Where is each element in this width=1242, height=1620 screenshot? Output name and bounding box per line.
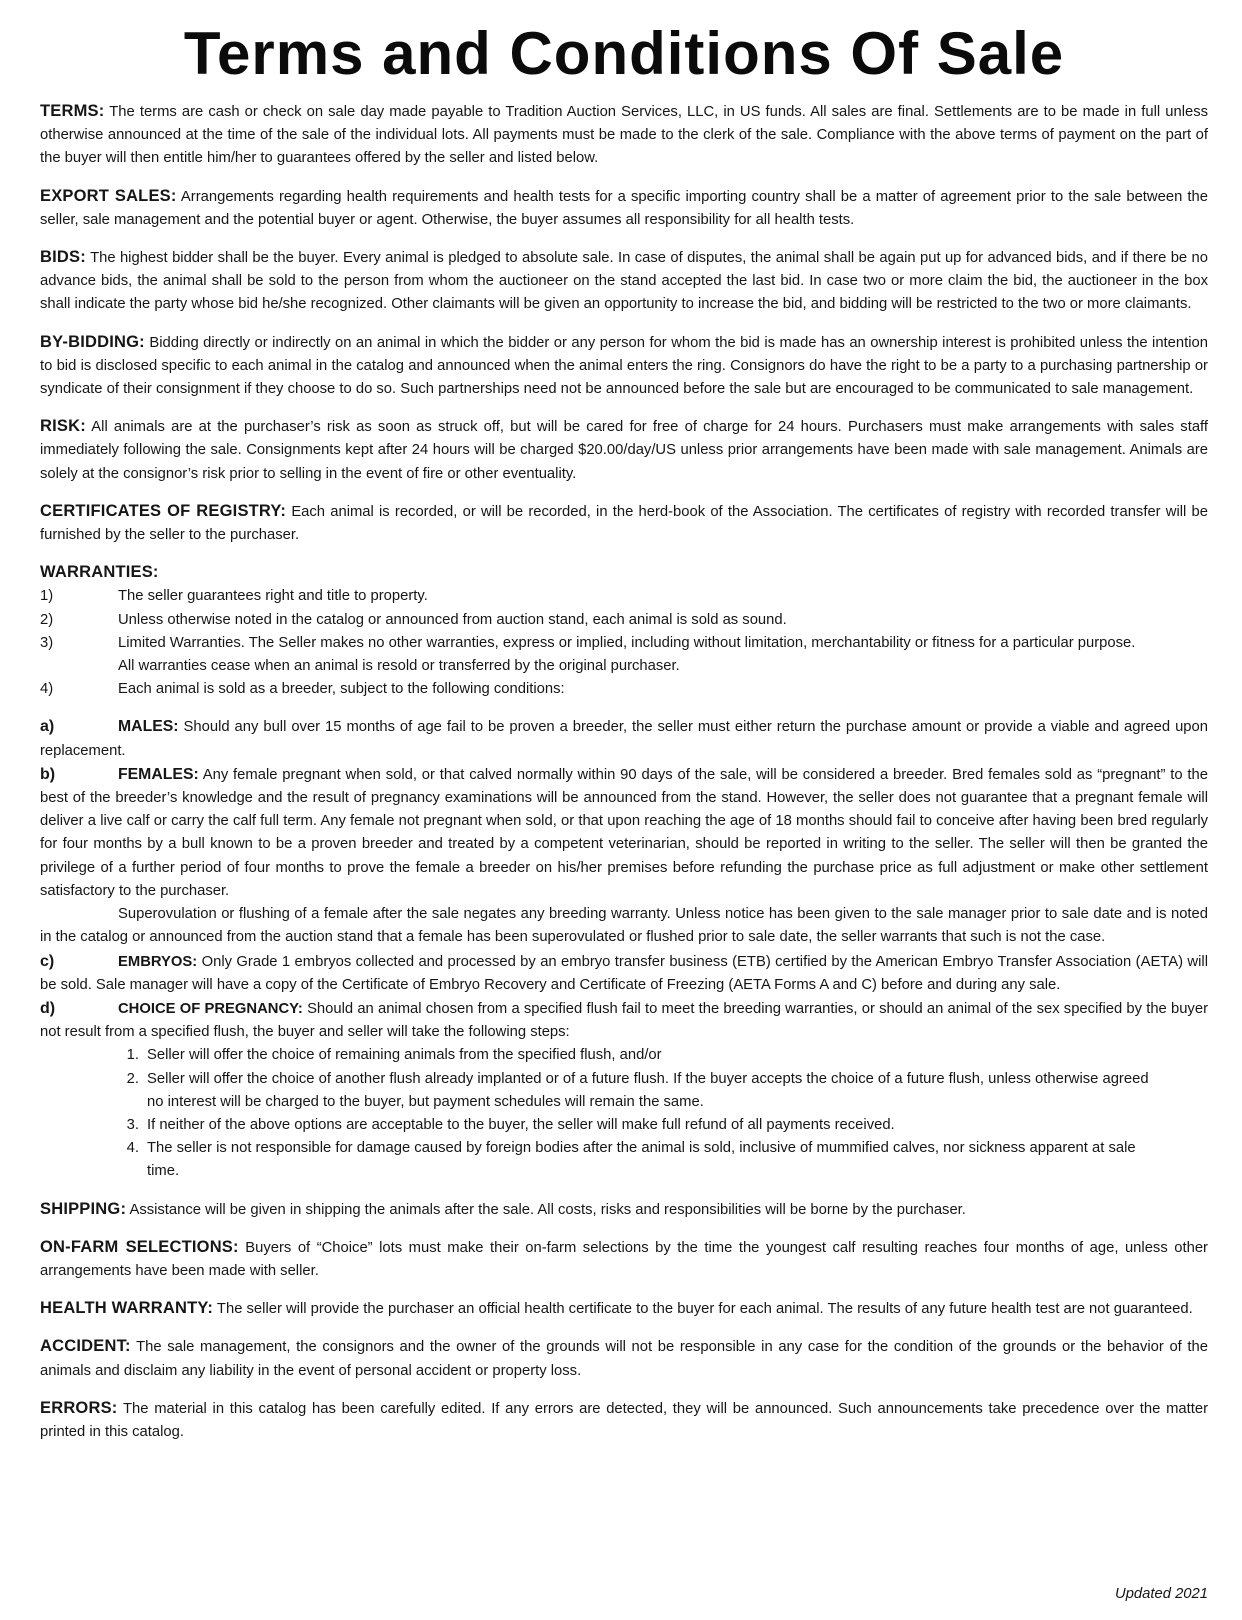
males-condition — [40, 715, 1208, 762]
warranty-text: Each animal is sold as a breeder, subject to the following conditions: — [118, 681, 565, 698]
choice-label: d) — [40, 999, 56, 1017]
females-condition — [40, 763, 1208, 903]
by-bidding-section — [40, 331, 1208, 402]
warranty-text: The seller guarantees right and title to property. — [118, 588, 428, 605]
accident-section — [40, 1335, 1208, 1382]
list-item — [40, 609, 1208, 632]
superovulation-text: Superovulation or flushing of a female after the sale negates any breeding warranty. Unless notice has been given to the sale manager prior to sale date and is noted in the catalog or announced from the auction stand that a female has been superovulated or flushed prior to sale date, the seller warrants that such is not the case. — [40, 906, 1208, 946]
warranty-number: 1) — [40, 588, 54, 605]
bids-text: The highest bidder shall be the buyer. Every animal is pledged to absolute sale. In case of disputes, the animal shall be again put up for advanced bids, and if there be no advance bids, the animal shall be sold to the person from whom the auctioneer on the stand accepted the last bid. In case two or more claim the bid, the auctioneer in the box shall indicate the party whose bid he/she recognized. Other claimants will be given an opportunity to increase the bid, and bidding will be restricted to the two or more claimants. — [40, 250, 1209, 313]
document-page — [40, 18, 1208, 1444]
certificates-heading: CERTIFICATES OF REGISTRY: — [40, 501, 287, 520]
shipping-text: Assistance will be given in shipping the animals after the sale. All costs, risks and responsibilities will be borne by the purchaser. — [129, 1201, 966, 1218]
accident-heading: ACCIDENT: — [40, 1337, 131, 1356]
females-text: Any female pregnant when sold, or that calved normally within 90 days of the sale, will be considered a breeder. Bred females sold as “pregnant” to the best of the breeder’s knowledge and the result of pregnancy examinations will be announced from the stand. However, the seller does not guarantee that a pregnant female will deliver a live calf or carry the calf full term. Any female not pregnant when sold, or that upon reaching the age of 18 months should fail to conceive after having been bred regularly for four months by a bull known to be a proven breeder and treated by a competent veterinarian, should be reported in writing to the seller. The seller will then be granted the privilege of a further period of four months to prove the female a breeder on his/her premises before refunding the purchase price as full adjustment or make other settlement satisfactory to the purchaser. — [40, 766, 1208, 899]
warranty-number: 2) — [40, 611, 54, 628]
export-sales-heading: EXPORT SALES: — [40, 186, 177, 205]
step-text: If neither of the above options are acceptable to the buyer, the seller will make full refund of all payments received. — [147, 1116, 895, 1133]
embryos-text: Only Grade 1 embryos collected and processed by an embryo transfer business (ETB) certified by the American Embryo Transfer Association (AETA) will be sold. Sale manager will have a copy of the Certificate of Embryo Recovery and Certificate of Freezing (AETA Forms A and C) before and during any sale. — [40, 953, 1208, 993]
warranties-heading: WARRANTIES: — [40, 563, 159, 582]
shipping-section — [40, 1198, 1208, 1222]
warranties-section — [40, 561, 1208, 701]
terms-heading: TERMS: — [40, 102, 105, 120]
on-farm-heading: ON-FARM SELECTIONS: — [40, 1237, 239, 1256]
certificates-section — [40, 500, 1208, 547]
choice-heading: CHOICE OF PREGNANCY: — [118, 1000, 303, 1017]
step-number: 3. — [126, 1116, 139, 1133]
export-sales-text: Arrangements regarding health requirements and health tests for a specific importing country shall be a matter of agreement prior to the sale between the seller, sale management and the potential buyer or agent. Otherwise, the buyer assumes all responsibility for all health tests. — [40, 188, 1209, 228]
males-heading: MALES: — [118, 718, 179, 736]
accident-text: The sale management, the consignors and the owner of the grounds will not be responsible in any case for the condition of the grounds or the behavior of the animals and disclaim any liability in the event of personal accident or property loss. — [40, 1339, 1208, 1379]
conditions-section — [40, 715, 1208, 1183]
on-farm-section — [40, 1236, 1208, 1283]
step-text: The seller is not responsible for damage caused by foreign bodies after the animal is sold, inclusive of mummified calves, nor sickness apparent at sale time. — [147, 1140, 1136, 1180]
shipping-heading: SHIPPING: — [40, 1199, 127, 1218]
health-heading: HEALTH WARRANTY: — [40, 1299, 214, 1318]
males-label: a) — [40, 718, 55, 736]
step-number: 4. — [126, 1140, 139, 1157]
by-bidding-text: Bidding directly or indirectly on an animal in which the bidder or any person for whom the bid is made has an ownership interest is prohibited unless the intention to bid is disclosed specific to each animal in the catalog and announced when the animal enters the ring. Consignors do have the right to be a party to a purchasing partnership or syndicate of their consignment if they choose to do so. Such partnerships need not be announced before the sale but are encouraged to be communicated to sale management. — [40, 334, 1208, 398]
list-item — [40, 1068, 1208, 1114]
step-text: Seller will offer the choice of remaining animals from the specified flush, and/or — [147, 1047, 662, 1064]
list-item — [40, 1137, 1208, 1183]
bids-heading: BIDS: — [40, 248, 86, 267]
risk-section — [40, 415, 1208, 486]
males-text: Should any bull over 15 months of age fail to be proven a breeder, the seller must either return the purchase amount or provide a viable and agreed upon replacement. — [40, 719, 1208, 759]
health-section — [40, 1297, 1208, 1321]
errors-heading: ERRORS: — [40, 1398, 118, 1417]
embryos-condition — [40, 950, 1208, 997]
warranty-number: 4) — [40, 681, 54, 698]
list-item — [40, 585, 1208, 608]
certificates-text: Each animal is recorded, or will be recorded, in the herd-book of the Association. The certificates of registry with recorded transfer will be furnished by the seller to the purchaser. — [40, 503, 1208, 544]
list-item — [40, 632, 1208, 678]
bids-section — [40, 246, 1208, 317]
export-sales-section — [40, 185, 1208, 232]
on-farm-text: Buyers of “Choice” lots must make their on-farm selections by the time the youngest calf resulting reaches four months of age, unless other arrangements have been made with seller. — [40, 1239, 1208, 1279]
updated-note: Updated 2021 — [1115, 1586, 1208, 1602]
list-item — [40, 1114, 1208, 1137]
warranty-text: Unless otherwise noted in the catalog or announced from auction stand, each animal is sold as sound. — [118, 611, 787, 628]
health-text: The seller will provide the purchaser an official health certificate to the buyer for each animal. The results of any future health test are not guaranteed. — [216, 1301, 1193, 1318]
page-title: Terms and Conditions Of Sale — [183, 20, 1065, 87]
errors-text: The material in this catalog has been carefully edited. If any errors are detected, they will be announced. Such announcements take precedence over the matter printed in this catalog. — [40, 1400, 1209, 1440]
errors-section — [40, 1397, 1208, 1444]
step-number: 2. — [126, 1070, 139, 1087]
by-bidding-heading: BY-BIDDING: — [40, 332, 145, 351]
terms-text: The terms are cash or check on sale day made payable to Tradition Auction Services, LLC, in US funds. All sales are final. Settlements are to be made in full unless otherwise announced at the time of the sale of the individual lots. All payments must be made to the clerk of the sale. Compliance with the above terms of payment on the part of the buyer will then entitle him/her to guarantees offered by the seller and listed below. — [40, 104, 1209, 167]
warranty-number: 3) — [40, 634, 54, 651]
choice-text: Should an animal chosen from a specified flush fail to meet the breeding warranties, or should an animal of the sex specified by the buyer not result from a specified flush, the buyer and seller will take the following steps: — [40, 1000, 1208, 1041]
step-text: Seller will offer the choice of another flush already implanted or of a future flush. If the buyer accepts the choice of a future flush, unless otherwise agreed no interest will be charged to the buyer, but payment schedules will remain the same. — [147, 1070, 1149, 1110]
females-label: b) — [40, 765, 56, 783]
list-item — [40, 678, 1208, 701]
choice-steps — [40, 1044, 1208, 1183]
embryos-heading: EMBRYOS: — [118, 953, 198, 970]
terms-section — [40, 100, 1208, 171]
step-number: 1. — [126, 1047, 139, 1064]
females-heading: FEMALES: — [118, 765, 199, 783]
risk-heading: RISK: — [40, 417, 86, 436]
risk-text: All animals are at the purchaser’s risk as soon as struck off, but will be cared for free of charge for 24 hours. Purchasers must make arrangements with sales staff immediately following the sale. Consignments kept after 24 hours will be charged $20.00/day/US unless prior arrangements have been made with sale management. Animals are solely at the consignor’s risk prior to selling in the event of fire or other eventuality. — [40, 419, 1209, 482]
choice-condition — [40, 997, 1208, 1044]
embryos-label: c) — [40, 952, 55, 970]
warranty-text: Limited Warranties. The Seller makes no other warranties, express or implied, including without limitation, merchantability or fitness for a particular purpose. All warranties cease when an animal is resold or transferred by the original purchaser. — [118, 634, 1136, 675]
list-item — [40, 1044, 1208, 1067]
